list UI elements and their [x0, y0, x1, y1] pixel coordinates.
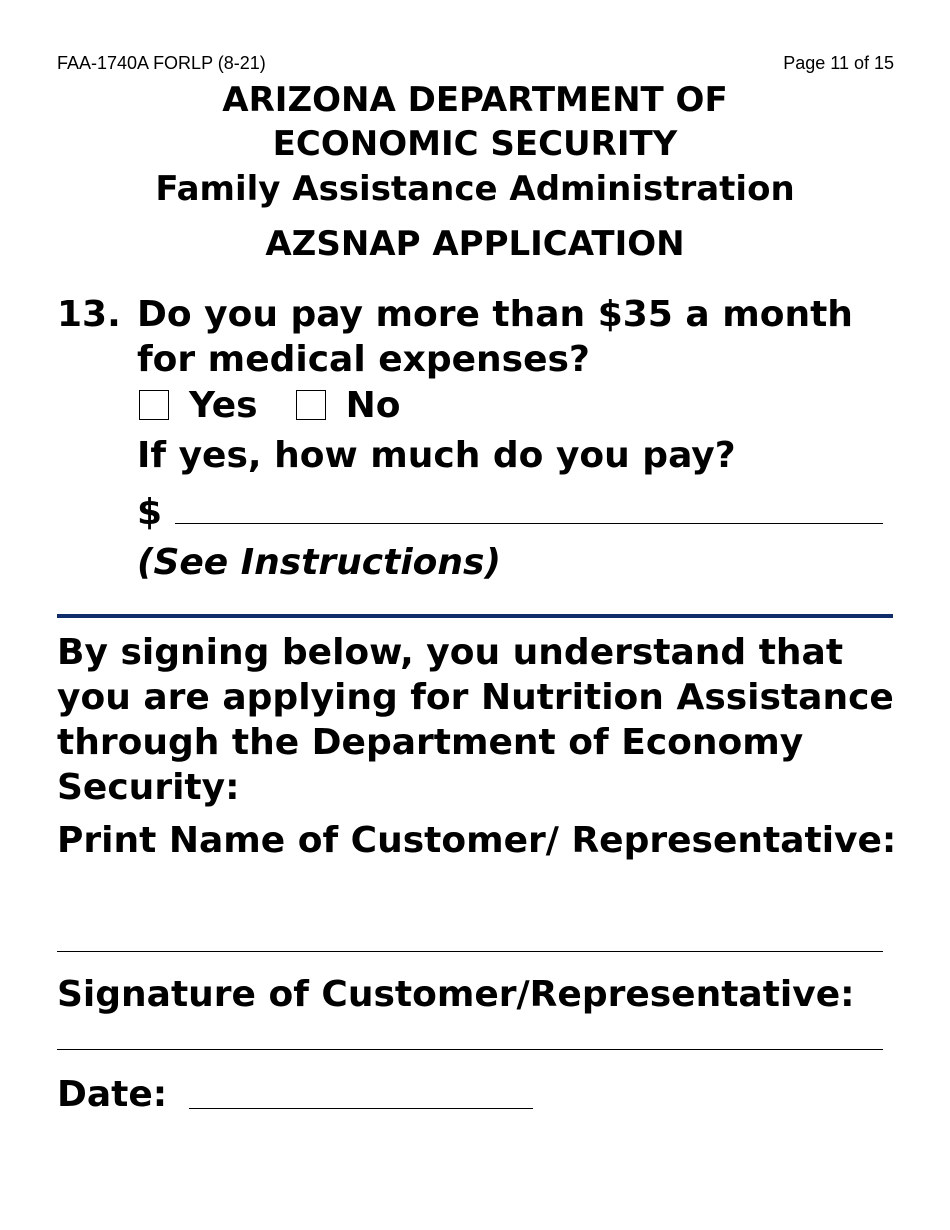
- application-title: AZSNAP APPLICATION: [265, 224, 685, 264]
- question-number: 13.: [57, 294, 121, 335]
- agency-title-line1: ARIZONA DEPARTMENT OF: [222, 80, 728, 120]
- yes-label: Yes: [189, 384, 258, 426]
- currency-symbol: $: [137, 492, 163, 533]
- date-label: Date:: [57, 1074, 168, 1115]
- date-field[interactable]: [189, 1108, 533, 1109]
- form-id: FAA-1740A FORLP (8-21): [57, 53, 266, 73]
- agency-title-line2: ECONOMIC SECURITY: [272, 124, 678, 164]
- amount-field[interactable]: [175, 523, 883, 524]
- print-name-field[interactable]: [57, 951, 883, 952]
- question-text: Do you pay more than $35 a month for medical expenses?: [137, 294, 853, 380]
- section-divider: [57, 614, 893, 618]
- followup-question: If yes, how much do you pay?: [137, 435, 736, 476]
- signature-label: Signature of Customer/Representative:: [57, 974, 855, 1015]
- instructions-note: (See Instructions): [137, 542, 501, 583]
- page-number: Page 11 of 15: [783, 53, 894, 73]
- no-checkbox[interactable]: [296, 390, 326, 420]
- administration-title: Family Assistance Administration: [155, 169, 795, 209]
- answer-options: [139, 385, 400, 425]
- no-label: No: [345, 384, 401, 426]
- print-name-label: Print Name of Customer/ Representative:: [57, 820, 897, 861]
- signature-field[interactable]: [57, 1049, 883, 1050]
- signing-statement: By signing below, you understand that you are applying for Nutrition Assistance through the Department of Economy Security:: [57, 632, 894, 808]
- yes-checkbox[interactable]: [139, 390, 169, 420]
